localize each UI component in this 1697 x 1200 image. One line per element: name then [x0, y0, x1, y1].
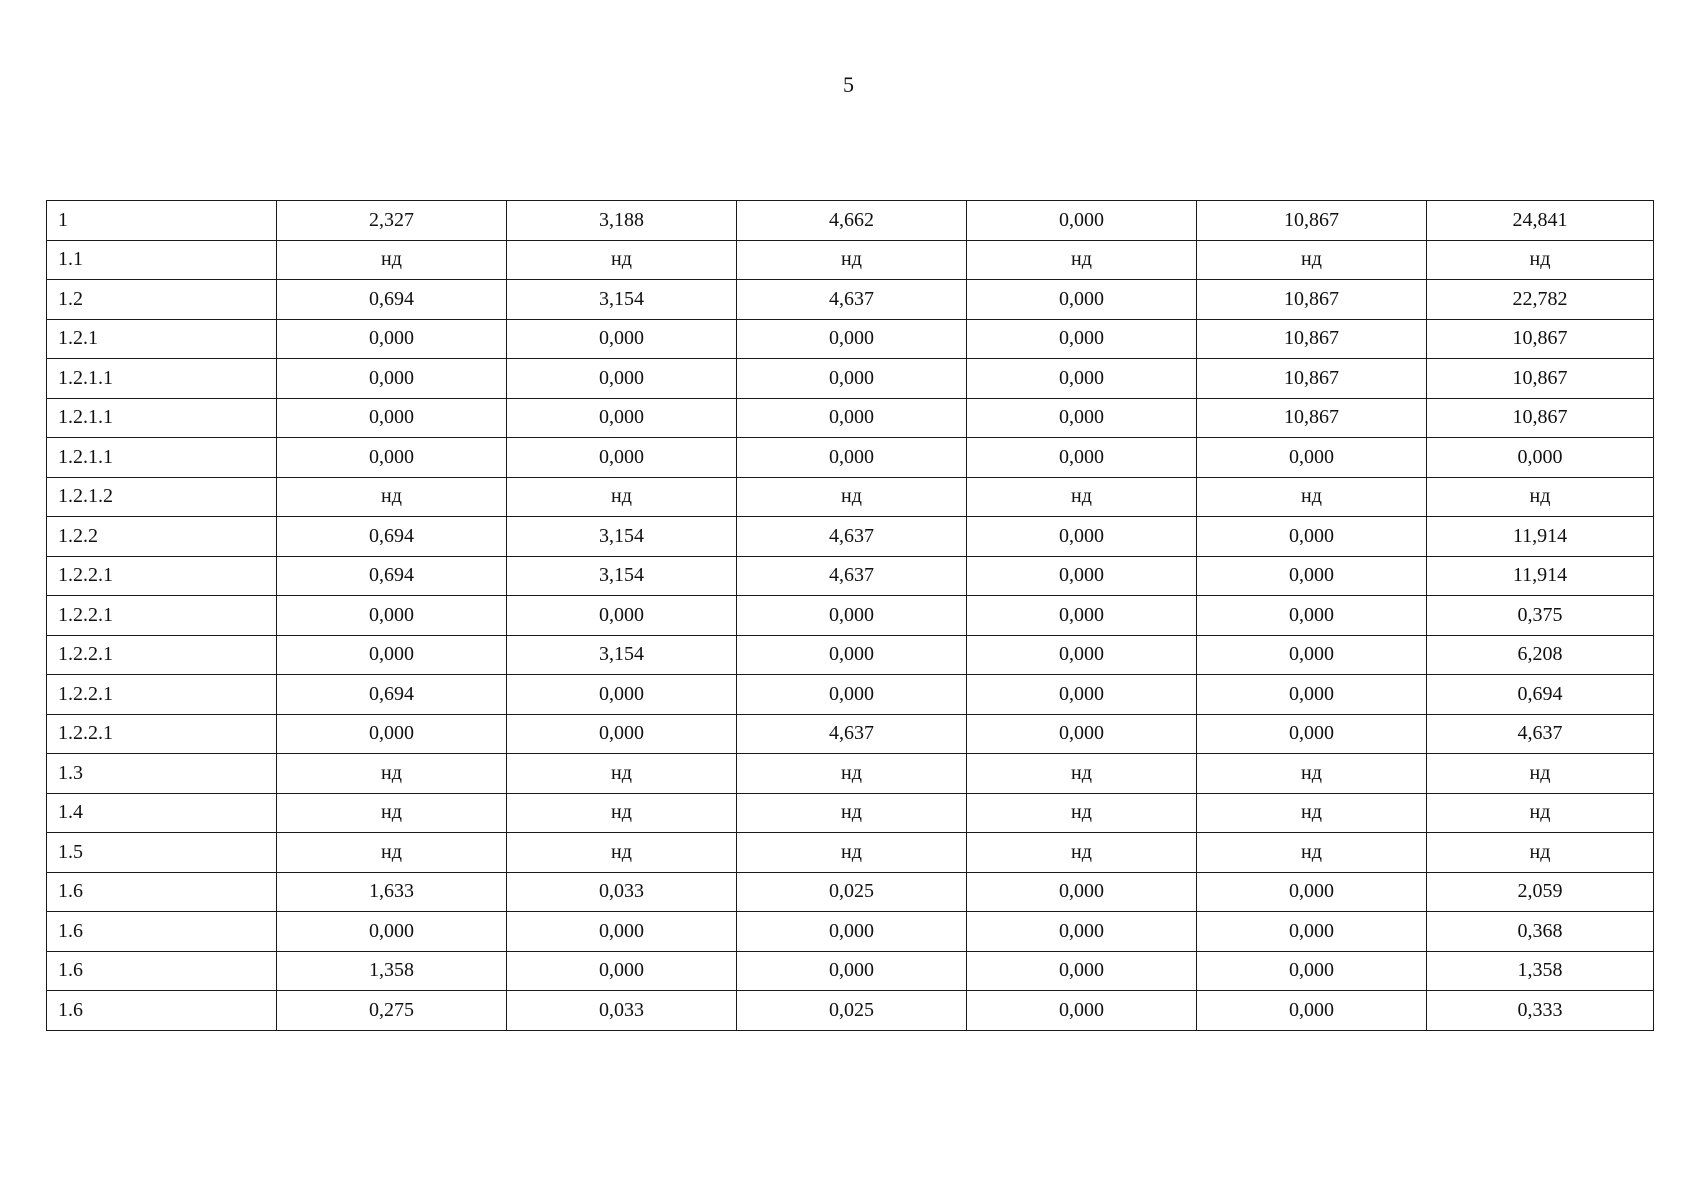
value-cell: 11,914	[1427, 517, 1654, 557]
row-code-cell: 1.2.1.2	[47, 477, 277, 517]
row-code-cell: 1.4	[47, 793, 277, 833]
value-cell: 4,637	[737, 517, 967, 557]
table-row	[47, 754, 1654, 794]
value-cell: 3,154	[507, 556, 737, 596]
value-cell: нд	[967, 240, 1197, 280]
value-cell: 0,000	[507, 398, 737, 438]
table-row	[47, 596, 1654, 636]
value-cell: 0,000	[1197, 635, 1427, 675]
data-table	[46, 200, 1654, 1031]
table-row	[47, 319, 1654, 359]
value-cell: 0,000	[737, 951, 967, 991]
value-cell: нд	[967, 793, 1197, 833]
value-cell: 4,637	[737, 556, 967, 596]
value-cell: 0,025	[737, 991, 967, 1031]
value-cell: нд	[507, 477, 737, 517]
value-cell: 0,000	[507, 359, 737, 399]
value-cell: 0,000	[737, 438, 967, 478]
value-cell: 0,000	[967, 635, 1197, 675]
value-cell: 0,000	[507, 438, 737, 478]
value-cell: нд	[1427, 833, 1654, 873]
value-cell: 0,000	[737, 596, 967, 636]
value-cell: 3,154	[507, 280, 737, 320]
value-cell: нд	[1197, 754, 1427, 794]
row-code-cell: 1.1	[47, 240, 277, 280]
value-cell: 0,000	[737, 319, 967, 359]
value-cell: 0,000	[277, 438, 507, 478]
table-row	[47, 438, 1654, 478]
value-cell: 0,000	[507, 912, 737, 952]
row-code-cell: 1.2.1.1	[47, 438, 277, 478]
table-row	[47, 359, 1654, 399]
table-row	[47, 280, 1654, 320]
value-cell: 0,000	[1197, 991, 1427, 1031]
row-code-cell: 1.2.2.1	[47, 596, 277, 636]
value-cell: нд	[277, 833, 507, 873]
table-row	[47, 872, 1654, 912]
value-cell: 10,867	[1197, 319, 1427, 359]
value-cell: 0,000	[507, 319, 737, 359]
table-body	[47, 201, 1654, 1031]
value-cell: 0,000	[277, 359, 507, 399]
value-cell: 0,000	[277, 596, 507, 636]
value-cell: нд	[1197, 833, 1427, 873]
value-cell: 0,000	[277, 714, 507, 754]
value-cell: нд	[507, 754, 737, 794]
table-row	[47, 477, 1654, 517]
value-cell: 4,662	[737, 201, 967, 241]
row-code-cell: 1.2	[47, 280, 277, 320]
value-cell: нд	[737, 793, 967, 833]
value-cell: 11,914	[1427, 556, 1654, 596]
value-cell: 0,333	[1427, 991, 1654, 1031]
value-cell: 0,000	[277, 398, 507, 438]
row-code-cell: 1.2.2.1	[47, 556, 277, 596]
value-cell: 10,867	[1197, 359, 1427, 399]
value-cell: 0,000	[967, 991, 1197, 1031]
value-cell: 0,000	[967, 438, 1197, 478]
value-cell: 3,154	[507, 635, 737, 675]
value-cell: 0,000	[737, 912, 967, 952]
value-cell: 2,059	[1427, 872, 1654, 912]
table-row	[47, 635, 1654, 675]
value-cell: 10,867	[1197, 398, 1427, 438]
value-cell: 3,188	[507, 201, 737, 241]
table-row	[47, 714, 1654, 754]
table-row	[47, 398, 1654, 438]
value-cell: 10,867	[1197, 201, 1427, 241]
value-cell: 0,000	[1197, 438, 1427, 478]
value-cell: нд	[507, 793, 737, 833]
value-cell: 10,867	[1427, 398, 1654, 438]
table-row	[47, 833, 1654, 873]
value-cell: 0,000	[967, 912, 1197, 952]
row-code-cell: 1	[47, 201, 277, 241]
value-cell: 0,000	[1197, 951, 1427, 991]
value-cell: нд	[507, 240, 737, 280]
value-cell: 0,275	[277, 991, 507, 1031]
value-cell: 6,208	[1427, 635, 1654, 675]
value-cell: нд	[1427, 240, 1654, 280]
table-row	[47, 951, 1654, 991]
value-cell: 2,327	[277, 201, 507, 241]
row-code-cell: 1.2.1	[47, 319, 277, 359]
value-cell: 4,637	[737, 280, 967, 320]
table-row	[47, 675, 1654, 715]
value-cell: 0,000	[737, 675, 967, 715]
row-code-cell: 1.2.2.1	[47, 635, 277, 675]
value-cell: 0,000	[1197, 872, 1427, 912]
table-row	[47, 991, 1654, 1031]
value-cell: нд	[1197, 477, 1427, 517]
value-cell: 0,000	[737, 398, 967, 438]
value-cell: 4,637	[737, 714, 967, 754]
row-code-cell: 1.3	[47, 754, 277, 794]
table-row	[47, 556, 1654, 596]
value-cell: 0,033	[507, 872, 737, 912]
value-cell: нд	[967, 477, 1197, 517]
value-cell: 0,694	[277, 556, 507, 596]
value-cell: 0,000	[737, 635, 967, 675]
value-cell: 1,633	[277, 872, 507, 912]
value-cell: 0,000	[277, 635, 507, 675]
value-cell: 0,000	[507, 596, 737, 636]
value-cell: 1,358	[1427, 951, 1654, 991]
value-cell: 0,000	[967, 319, 1197, 359]
value-cell: 0,000	[967, 517, 1197, 557]
value-cell: 10,867	[1427, 319, 1654, 359]
value-cell: 0,000	[1427, 438, 1654, 478]
value-cell: 0,000	[967, 280, 1197, 320]
value-cell: 10,867	[1197, 280, 1427, 320]
row-code-cell: 1.2.2	[47, 517, 277, 557]
value-cell: нд	[737, 477, 967, 517]
value-cell: 0,000	[967, 951, 1197, 991]
row-code-cell: 1.2.2.1	[47, 714, 277, 754]
value-cell: 0,000	[967, 359, 1197, 399]
value-cell: 0,000	[507, 714, 737, 754]
value-cell: 0,000	[1197, 912, 1427, 952]
value-cell: 0,694	[277, 675, 507, 715]
value-cell: 0,375	[1427, 596, 1654, 636]
value-cell: 0,000	[1197, 556, 1427, 596]
row-code-cell: 1.2.2.1	[47, 675, 277, 715]
value-cell: нд	[277, 793, 507, 833]
value-cell: нд	[1427, 477, 1654, 517]
value-cell: нд	[1197, 240, 1427, 280]
value-cell: нд	[277, 240, 507, 280]
table-row	[47, 517, 1654, 557]
value-cell: 0,000	[967, 556, 1197, 596]
page-number: 5	[843, 72, 854, 97]
value-cell: 0,000	[967, 398, 1197, 438]
value-cell: нд	[1197, 793, 1427, 833]
value-cell: нд	[967, 833, 1197, 873]
value-cell: 3,154	[507, 517, 737, 557]
value-cell: нд	[1427, 754, 1654, 794]
value-cell: 0,694	[1427, 675, 1654, 715]
value-cell: 0,368	[1427, 912, 1654, 952]
value-cell: нд	[507, 833, 737, 873]
row-code-cell: 1.6	[47, 872, 277, 912]
value-cell: нд	[737, 833, 967, 873]
value-cell: 24,841	[1427, 201, 1654, 241]
value-cell: 0,000	[967, 596, 1197, 636]
value-cell: 0,025	[737, 872, 967, 912]
row-code-cell: 1.5	[47, 833, 277, 873]
row-code-cell: 1.2.1.1	[47, 359, 277, 399]
value-cell: 0,000	[1197, 517, 1427, 557]
table-row	[47, 793, 1654, 833]
value-cell: нд	[737, 754, 967, 794]
value-cell: 0,033	[507, 991, 737, 1031]
value-cell: 0,000	[507, 675, 737, 715]
value-cell: нд	[277, 754, 507, 794]
value-cell: нд	[1427, 793, 1654, 833]
value-cell: 0,000	[507, 951, 737, 991]
value-cell: 10,867	[1427, 359, 1654, 399]
table-row	[47, 912, 1654, 952]
value-cell: 0,000	[1197, 714, 1427, 754]
value-cell: 0,694	[277, 517, 507, 557]
row-code-cell: 1.6	[47, 991, 277, 1031]
row-code-cell: 1.2.1.1	[47, 398, 277, 438]
value-cell: нд	[277, 477, 507, 517]
row-code-cell: 1.6	[47, 951, 277, 991]
value-cell: 0,000	[967, 714, 1197, 754]
value-cell: 1,358	[277, 951, 507, 991]
value-cell: 4,637	[1427, 714, 1654, 754]
table-row	[47, 240, 1654, 280]
value-cell: 0,000	[737, 359, 967, 399]
value-cell: 0,000	[277, 319, 507, 359]
value-cell: 0,694	[277, 280, 507, 320]
value-cell: 0,000	[967, 872, 1197, 912]
value-cell: 22,782	[1427, 280, 1654, 320]
value-cell: 0,000	[967, 675, 1197, 715]
value-cell: 0,000	[1197, 675, 1427, 715]
value-cell: нд	[737, 240, 967, 280]
value-cell: 0,000	[1197, 596, 1427, 636]
value-cell: нд	[967, 754, 1197, 794]
value-cell: 0,000	[277, 912, 507, 952]
row-code-cell: 1.6	[47, 912, 277, 952]
table-row	[47, 201, 1654, 241]
value-cell: 0,000	[967, 201, 1197, 241]
